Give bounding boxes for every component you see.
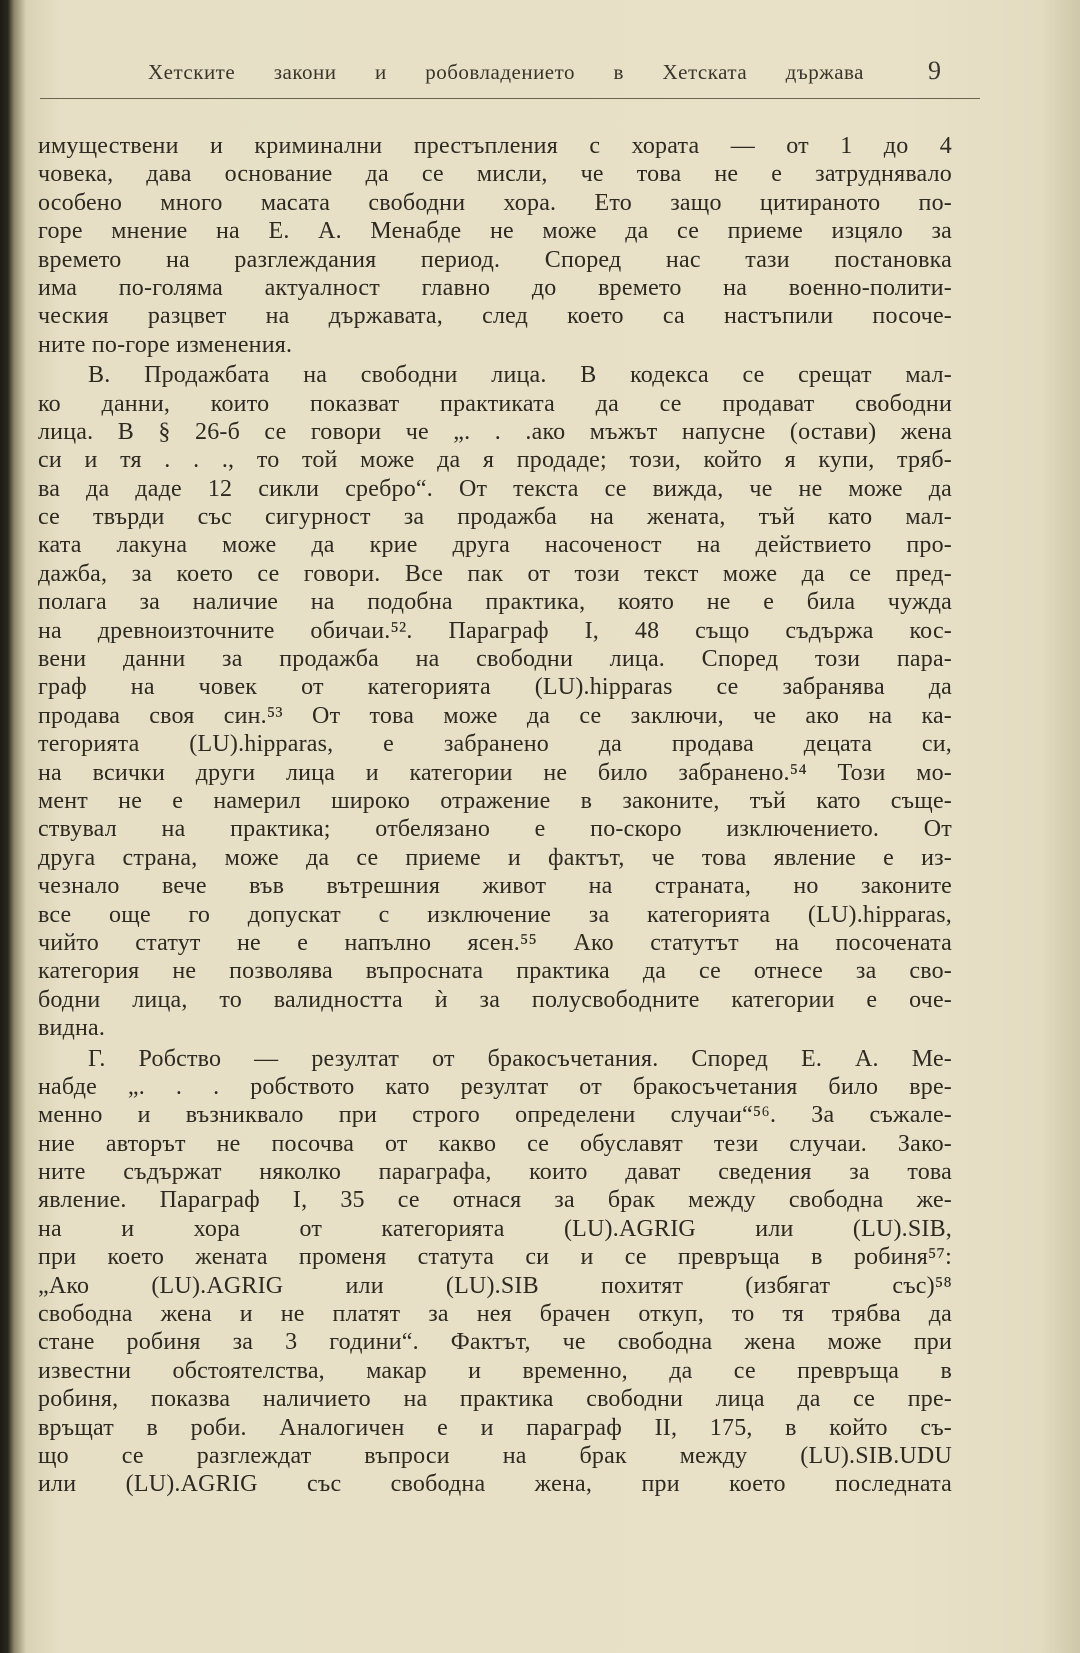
text-line: си и тя . . ., то той може да я продаде; този, който я купи, тряб- (38, 447, 952, 474)
text-line: категория не позволява въпросната практика да се отнесе за сво- (38, 958, 952, 985)
paragraph-first-line: В. Продажбата на свободни лица. В кодекса се срещат мал- (88, 362, 952, 389)
text-line: ческия разцвет на държавата, след което са настъпили посоче- (38, 303, 952, 330)
text-line: се твърди със сигурност за продажба на жената, тъй като мал- (38, 504, 952, 531)
text-line: робиня, показва наличието на практика свободни лица да се пре- (38, 1386, 952, 1413)
text-line: човека, дава основание да се мисли, че това не е затруднявало (38, 161, 952, 188)
text-line: видна. (38, 1015, 106, 1042)
text-line: ните по-горе изменения. (38, 331, 293, 358)
text-line: известни обстоятелства, макар и временно, да се превръща в (38, 1357, 952, 1384)
text-line: тегорията (LU).hipparas, е забранено да продава децата си, (38, 731, 952, 758)
text-line: мент не е намерил широко отражение в законите, тъй като съще- (38, 787, 952, 814)
text-line: на и хора от категорията (LU).AGRIG или (LU).SIB, (38, 1215, 952, 1242)
text-line: ва да даде 12 сикли сребро“. От текста се вижда, че не може да (38, 475, 952, 502)
text-line: чийто статут не е напълно ясен.⁵⁵ Ако статутът на посочената (38, 929, 952, 956)
text-line: бодни лица, то валидността ѝ за полусвободните категории е оче- (38, 986, 952, 1013)
text-line: на древноизточните обичаи.⁵². Параграф I, 48 също съдържа кос- (38, 617, 952, 644)
text-line: лица. В § 26-б се говори че „. . .ако мъжът напусне (остави) жена (38, 418, 952, 445)
text-line: вени данни за продажба на свободни лица. Според този пара- (38, 646, 952, 673)
text-line: чезнало вече във вътрешния живот на страната, но законите (38, 873, 952, 900)
text-line: менно и възниквало при строго определени случаи“⁵⁶. За съжале- (38, 1102, 952, 1129)
text-line: при което жената променя статута си и се превръща в робиня⁵⁷: (38, 1244, 952, 1271)
text-line: или (LU).AGRIG със свободна жена, при което последната (38, 1471, 952, 1498)
text-line: „Ако (LU).AGRIG или (LU).SIB похитят (избягат със)⁵⁸ (38, 1272, 952, 1299)
text-line: ко данни, които показват практиката да се продават свободни (38, 390, 952, 417)
running-header: Хетските закони и робовладението в Хетската държава (148, 60, 864, 84)
page-body-text (38, 132, 952, 1499)
text-line: друга страна, може да се приеме и фактът, че това явление е из- (38, 844, 952, 871)
paragraph-first-line: Г. Робство — резултат от бракосъчетания. Според Е. А. Ме- (88, 1045, 952, 1072)
text-line: дажба, за което се говори. Все пак от този текст може да се пред- (38, 560, 952, 587)
text-line: горе мнение на Е. А. Менабде не може да се приеме изцяло за (38, 218, 952, 245)
header-rule (40, 98, 980, 99)
text-line: връщат в роби. Аналогичен е и параграф II, 175, в който съ- (38, 1414, 952, 1441)
text-line: набде „. . . робството като резултат от бракосъчетания било вре- (38, 1073, 952, 1100)
text-line: свободна жена и не платят за нея брачен откуп, то тя трябва да (38, 1301, 952, 1328)
text-line: явление. Параграф I, 35 се отнася за брак между свободна же- (38, 1187, 952, 1214)
page-number: 9 (928, 56, 941, 85)
text-line: полага за наличие на подобна практика, която не е била чужда (38, 589, 952, 616)
text-line: стане робиня за 3 години“. Фактът, че свободна жена може при (38, 1329, 952, 1356)
text-line: времето на разглеждания период. Според нас тази постановка (38, 246, 952, 273)
text-line: продава своя син.⁵³ От това може да се заключи, че ако на ка- (38, 702, 952, 729)
text-line: на всички други лица и категории не било забранено.⁵⁴ Този мо- (38, 759, 952, 786)
text-line: граф на човек от категорията (LU).hipparas се забранява да (38, 674, 952, 701)
text-line: що се разглеждат въпроси на брак между (LU).SIB.UDU (38, 1442, 952, 1469)
text-line: ните съдържат няколко параграфа, които дават сведения за това (38, 1159, 952, 1186)
text-line: все още го допускат с изключение за категорията (LU).hipparas, (38, 901, 952, 928)
text-line: има по-голяма актуалност главно до времето на военно-полити- (38, 274, 952, 301)
text-line: имуществени и криминални престъпления с хората — от 1 до 4 (38, 133, 952, 159)
text-line: ката лакуна може да крие друга насоченост на действието про- (38, 532, 952, 559)
text-line: ствувал на практика; отбелязано е по-скоро изключението. От (38, 816, 952, 843)
text-line: особено много масата свободни хора. Ето защо цитираното по- (38, 189, 952, 216)
text-line: ние авторът не посочва от какво се обуславят тези случаи. Зако- (38, 1130, 952, 1157)
